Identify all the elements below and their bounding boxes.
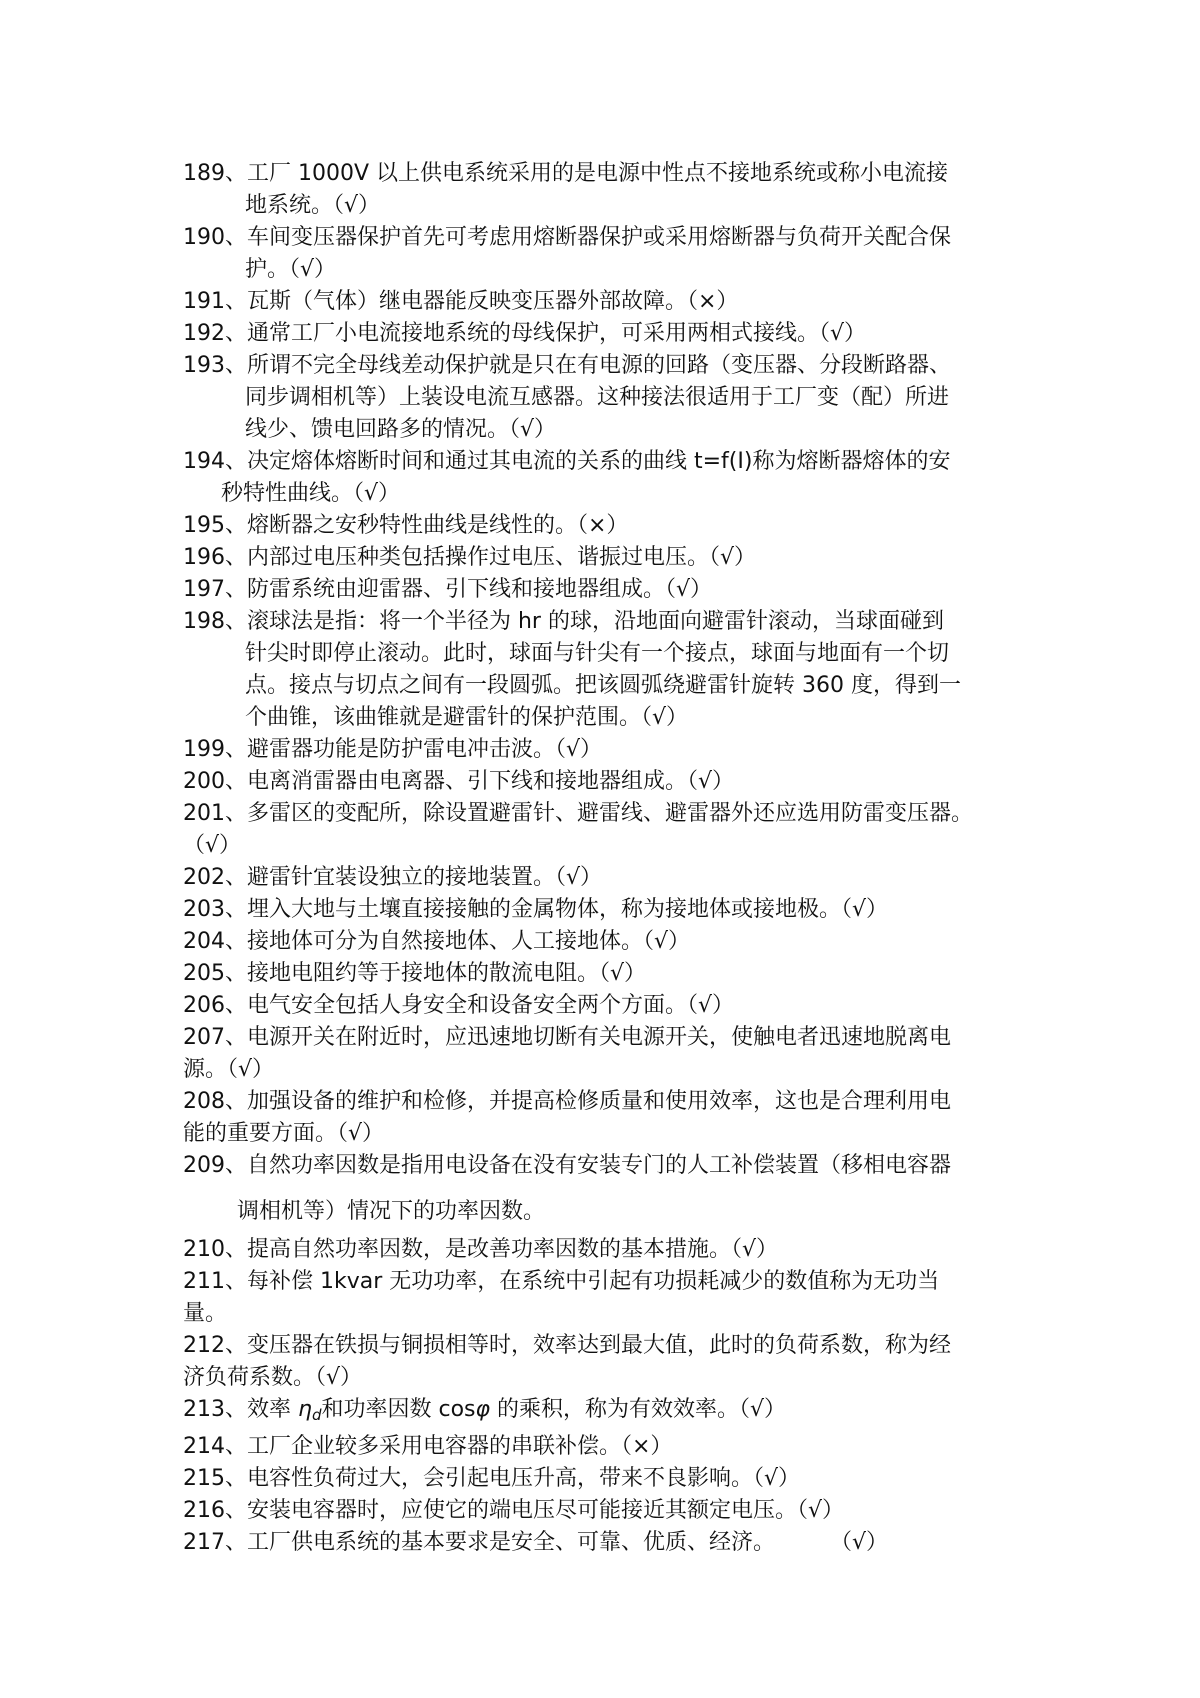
- list-item: 193、所谓不完全母线差动保护就是只在有电源的回路（变压器、分段断路器、 同步调相机等）上装设电流互感器。这种接法很适用于工厂变（配）所进 线少、馈电回路多的情况。（√）: [183, 353, 952, 442]
- list-item: 213、效率 $\eta_d$和功率因数 cosφ 的乘积，称为有效效率。（√）: [183, 1397, 787, 1424]
- question-list: [183, 158, 1033, 1559]
- list-item: 202、避雷针宜装设独立的接地装置。（√）: [183, 865, 603, 890]
- list-item: 214、工厂企业较多采用电容器的串联补偿。（×）: [183, 1434, 673, 1459]
- list-item: 217、工厂供电系统的基本要求是安全、可靠、优质、经济。 （√）: [183, 1530, 889, 1555]
- list-item: 198、滚球法是指：将一个半径为 hr 的球，沿地面向避雷针滚动，当球面碰到 针尖时即停止滚动。此时，球面与针尖有一个接点，球面与地面有一个切 点。接点与切点之间有一段圆弧。把该圆弧绕避雷针旋转 360 度，得到一 个曲锥，该曲锥就是避雷针的保护范围。（√）: [183, 609, 961, 730]
- list-item: 210、提高自然功率因数，是改善功率因数的基本措施。（√）: [183, 1237, 779, 1262]
- list-item: 199、避雷器功能是防护雷电冲击波。（√）: [183, 737, 603, 762]
- list-item: 215、电容性负荷过大，会引起电压升高，带来不良影响。（√）: [183, 1466, 801, 1491]
- list-item: 211、每补偿 1kvar 无功功率，在系统中引起有功损耗减少的数值称为无功当 量。: [183, 1269, 940, 1326]
- list-item: 194、决定熔体熔断时间和通过其电流的关系的曲线 t=f(I)称为熔断器熔体的安 秒特性曲线。（√）: [183, 449, 951, 506]
- list-item: 195、熔断器之安秒特性曲线是线性的。（×）: [183, 513, 629, 538]
- list-item: 197、防雷系统由迎雷器、引下线和接地器组成。（√）: [183, 577, 713, 602]
- list-item: 206、电气安全包括人身安全和设备安全两个方面。（√）: [183, 993, 735, 1018]
- list-item: 190、车间变压器保护首先可考虑用熔断器保护或采用熔断器与负荷开关配合保 护。（√）: [183, 225, 952, 282]
- list-item: 204、接地体可分为自然接地体、人工接地体。（√）: [183, 929, 691, 954]
- list-item: 189、工厂 1000V 以上供电系统采用的是电源中性点不接地系统或称小电流接 地系统。（√）: [183, 161, 949, 218]
- list-item: 207、电源开关在附近时，应迅速地切断有关电源开关，使触电者迅速地脱离电 源。（√）: [183, 1025, 952, 1082]
- list-item: 203、埋入大地与土壤直接接触的金属物体，称为接地体或接地极。（√）: [183, 897, 889, 922]
- list-item: 192、通常工厂小电流接地系统的母线保护，可采用两相式接线。（√）: [183, 321, 867, 346]
- list-item: 201、多雷区的变配所，除设置避雷针、避雷线、避雷器外还应选用防雷变压器。 （√）: [183, 801, 974, 858]
- list-item: 200、电离消雷器由电离器、引下线和接地器组成。（√）: [183, 769, 735, 794]
- list-item: 196、内部过电压种类包括操作过电压、谐振过电压。（√）: [183, 545, 757, 570]
- list-item: 209、自然功率因数是指用电设备在没有安装专门的人工补偿装置（移相电容器 调相机等）情况下的功率因数。: [183, 1153, 952, 1224]
- list-item: 216、安装电容器时，应使它的端电压尽可能接近其额定电压。（√）: [183, 1498, 845, 1523]
- list-item: 205、接地电阻约等于接地体的散流电阻。（√）: [183, 961, 647, 986]
- list-item: 212、变压器在铁损与铜损相等时，效率达到最大值，此时的负荷系数，称为经 济负荷系数。（√）: [183, 1333, 952, 1390]
- list-item: 191、瓦斯（气体）继电器能反映变压器外部故障。（×）: [183, 289, 739, 314]
- list-item: 208、加强设备的维护和检修，并提高检修质量和使用效率，这也是合理利用电 能的重要方面。（√）: [183, 1089, 952, 1146]
